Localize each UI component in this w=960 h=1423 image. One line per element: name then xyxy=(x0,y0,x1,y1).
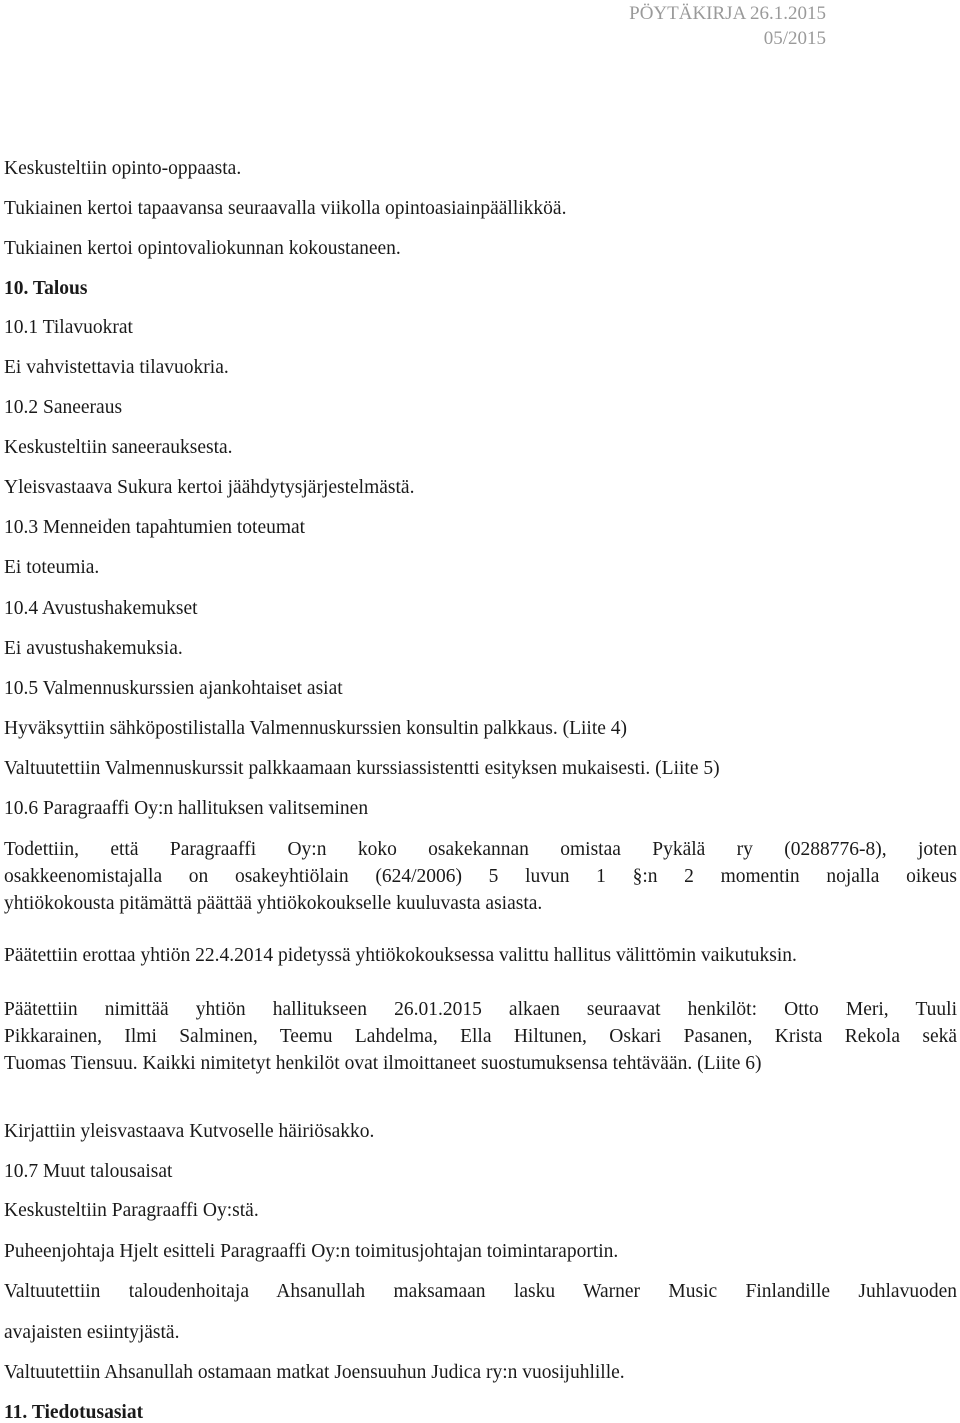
document-title: PÖYTÄKIRJA 26.1.2015 xyxy=(629,3,826,24)
paragraph: Ei toteumia. xyxy=(4,557,100,578)
subsection-heading: 10.5 Valmennuskurssien ajankohtaiset asiat xyxy=(4,678,343,699)
paragraph: Pikkarainen, Ilmi Salminen, Teemu Lahdelma, Ella Hiltunen, Oskari Pasanen, Krista Rekola sekä xyxy=(4,1026,957,1047)
section-heading: 10. Talous xyxy=(4,278,88,299)
paragraph: Tuomas Tiensuu. Kaikki nimitetyt henkilöt ovat ilmoittaneet suostumuksensa tehtävään. (Liite 6) xyxy=(4,1053,762,1074)
paragraph: Päätettiin erottaa yhtiön 22.4.2014 pidetyssä yhtiökokouksessa valittu hallitus välittömin vaikutuksin. xyxy=(4,945,797,966)
paragraph: Valtuutettiin Ahsanullah ostamaan matkat Joensuuhun Judica ry:n vuosijuhlille. xyxy=(4,1362,625,1383)
subsection-heading: 10.7 Muut talousaisat xyxy=(4,1161,173,1182)
paragraph: osakkeenomistajalla on osakeyhtiölain (624/2006) 5 luvun 1 §:n 2 momentin nojalla oikeus xyxy=(4,866,957,887)
subsection-heading: 10.4 Avustushakemukset xyxy=(4,598,198,619)
subsection-heading: 10.2 Saneeraus xyxy=(4,397,123,418)
paragraph: Valtuutettiin taloudenhoitaja Ahsanullah maksamaan lasku Warner Music Finlandille Juhlavuoden xyxy=(4,1281,957,1302)
paragraph: yhtiökokousta pitämättä päättää yhtiökokoukselle kuuluvasta asiasta. xyxy=(4,893,543,914)
paragraph: Tukiainen kertoi tapaavansa seuraavalla viikolla opintoasiainpäällikköä. xyxy=(4,198,567,219)
paragraph: Ei vahvistettavia tilavuokria. xyxy=(4,357,229,378)
paragraph: Keskusteltiin opinto-oppaasta. xyxy=(4,158,242,179)
section-heading: 11. Tiedotusasiat xyxy=(4,1402,144,1423)
paragraph: Ei avustushakemuksia. xyxy=(4,638,183,659)
subsection-heading: 10.3 Menneiden tapahtumien toteumat xyxy=(4,517,306,538)
paragraph: Hyväksyttiin sähköpostilistalla Valmennuskurssien konsultin palkkaus. (Liite 4) xyxy=(4,718,628,739)
paragraph: Kirjattiin yleisvastaava Kutvoselle häiriösakko. xyxy=(4,1121,375,1142)
paragraph: Valtuutettiin Valmennuskurssit palkkaamaan kurssiassistentti esityksen mukaisesti. (Liite 5) xyxy=(4,758,720,779)
paragraph: avajaisten esiintyjästä. xyxy=(4,1322,180,1343)
subsection-heading: 10.6 Paragraaffi Oy:n hallituksen valitseminen xyxy=(4,798,369,819)
subsection-heading: 10.1 Tilavuokrat xyxy=(4,317,133,338)
document-number: 05/2015 xyxy=(763,28,826,49)
paragraph: Tukiainen kertoi opintovaliokunnan kokoustaneen. xyxy=(4,238,401,259)
paragraph: Päätettiin nimittää yhtiön hallitukseen 26.01.2015 alkaen seuraavat henkilöt: Otto Meri, Tuuli xyxy=(4,999,957,1020)
paragraph: Yleisvastaava Sukura kertoi jäähdytysjärjestelmästä. xyxy=(4,477,415,498)
paragraph: Todettiin, että Paragraaffi Oy:n koko osakekannan omistaa Pykälä ry (0288776-8), joten xyxy=(4,839,957,860)
paragraph: Keskusteltiin saneerauksesta. xyxy=(4,437,233,458)
paragraph: Puheenjohtaja Hjelt esitteli Paragraaffi Oy:n toimitusjohtajan toimintaraportin. xyxy=(4,1241,619,1262)
paragraph: Keskusteltiin Paragraaffi Oy:stä. xyxy=(4,1200,259,1221)
